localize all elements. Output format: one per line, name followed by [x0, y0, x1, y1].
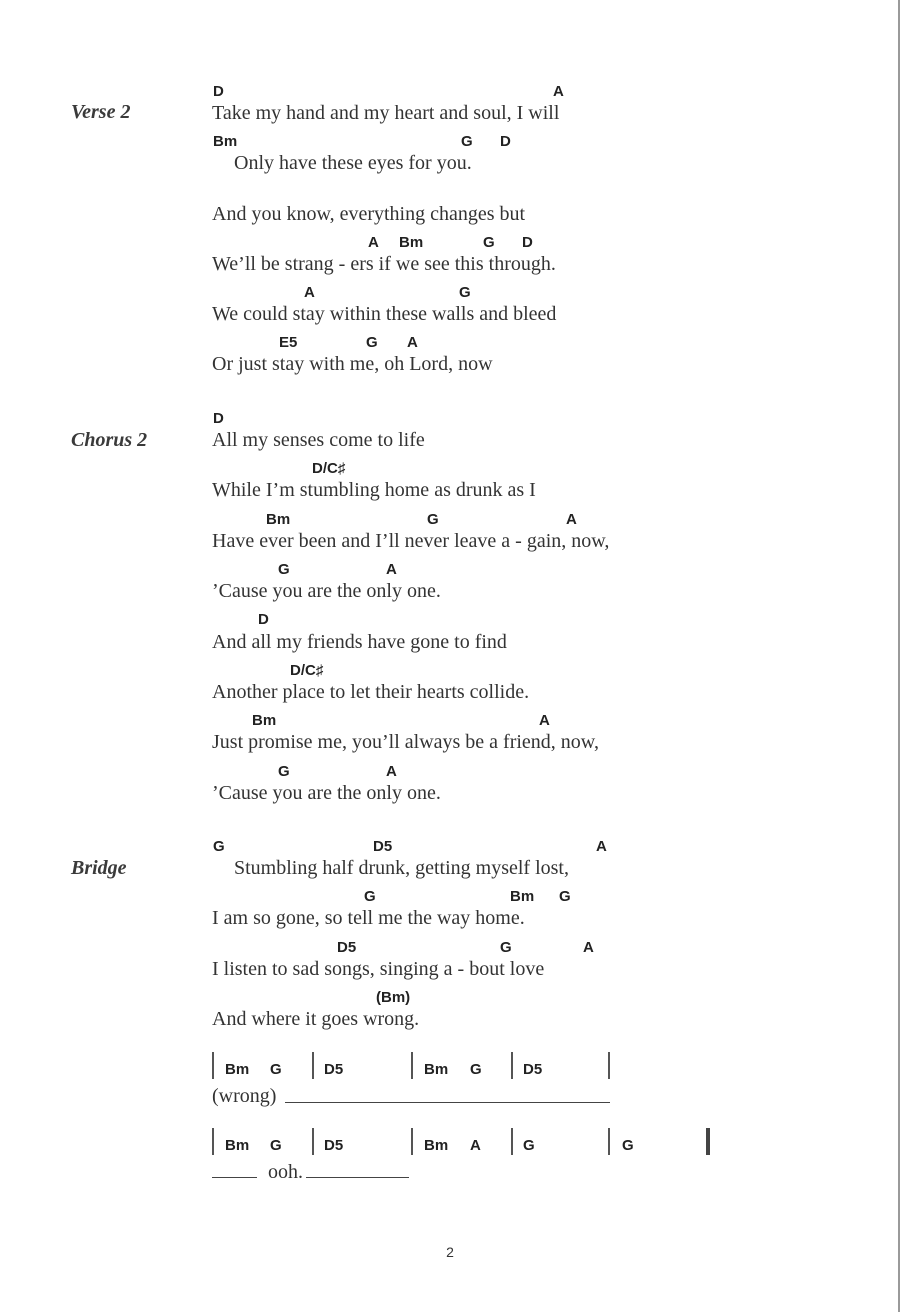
- bar-line: [411, 1052, 413, 1079]
- chord: G: [622, 1137, 634, 1154]
- chord: Bm: [424, 1137, 449, 1154]
- lyric-line: Another place to let their hearts collide.: [212, 681, 530, 703]
- lyric-line: Have ever been and I’ll never leave a - gain, now,: [212, 530, 610, 552]
- chord: A: [368, 234, 379, 251]
- chord: A: [553, 83, 564, 100]
- chord: D/C♯: [290, 662, 324, 679]
- bar-line: [511, 1052, 513, 1079]
- lyric-line: And you know, everything changes but: [212, 203, 526, 225]
- chord: Bm: [213, 133, 238, 150]
- chord: D5: [373, 838, 393, 855]
- lyric-line: While I’m stumbling home as drunk as I: [212, 479, 536, 501]
- lyric-line: ’Cause you are the only one.: [212, 782, 441, 804]
- lyric-line: And where it goes wrong.: [212, 1008, 420, 1030]
- chord: G: [470, 1061, 482, 1078]
- chord: A: [386, 561, 397, 578]
- extender-line: [212, 1177, 257, 1178]
- chord: D: [213, 83, 224, 100]
- chord: D/C♯: [312, 460, 346, 477]
- chord: E5: [279, 334, 298, 351]
- chord: A: [566, 511, 577, 528]
- extender-line: [306, 1177, 409, 1178]
- chord: Bm: [225, 1137, 250, 1154]
- chord: A: [596, 838, 607, 855]
- chord: G: [270, 1061, 282, 1078]
- lyric-line: Stumbling half drunk, getting myself lost,: [234, 857, 569, 879]
- chord: D5: [337, 939, 357, 956]
- chord: Bm: [510, 888, 535, 905]
- section-label-bridge: Bridge: [71, 857, 127, 879]
- chord: G: [278, 561, 290, 578]
- chord: A: [386, 763, 397, 780]
- chord: Bm: [225, 1061, 250, 1078]
- chord: Bm: [399, 234, 424, 251]
- lyric-line: Or just stay with me, oh Lord, now: [212, 353, 493, 375]
- chord: A: [470, 1137, 481, 1154]
- chord: Bm: [424, 1061, 449, 1078]
- section-label-verse-2: Verse 2: [71, 101, 131, 123]
- lyric-line: I am so gone, so tell me the way home.: [212, 907, 525, 929]
- chord: D: [258, 611, 269, 628]
- chord: D5: [324, 1137, 344, 1154]
- chord: Bm: [266, 511, 291, 528]
- chord: A: [539, 712, 550, 729]
- bar-line: [212, 1052, 214, 1079]
- chord: G: [270, 1137, 282, 1154]
- chord: G: [461, 133, 473, 150]
- chord: (Bm): [376, 989, 411, 1006]
- lyric-line: We could stay within these walls and bleed: [212, 303, 557, 325]
- chord: A: [583, 939, 594, 956]
- chord: D5: [324, 1061, 344, 1078]
- chord: D: [500, 133, 511, 150]
- chord: G: [559, 888, 571, 905]
- page-number: 2: [446, 1244, 454, 1260]
- chord: G: [523, 1137, 535, 1154]
- lyric-line: ’Cause you are the only one.: [212, 580, 441, 602]
- bar-line: [212, 1128, 214, 1155]
- bar-line: [312, 1052, 314, 1079]
- lyric-line: I listen to sad songs, singing a - bout love: [212, 958, 545, 980]
- chord: G: [278, 763, 290, 780]
- chord: G: [364, 888, 376, 905]
- lyric-line: ooh.: [268, 1161, 303, 1183]
- lyric-line: All my senses come to life: [212, 429, 425, 451]
- chord: G: [427, 511, 439, 528]
- extender-line: [285, 1102, 610, 1103]
- chord: Bm: [252, 712, 277, 729]
- lyric-line: Just promise me, you’ll always be a friend, now,: [212, 731, 599, 753]
- lyric-line: Take my hand and my heart and soul, I will: [212, 102, 560, 124]
- bar-line: [608, 1052, 610, 1079]
- chord: D: [213, 410, 224, 427]
- bar-line: [411, 1128, 413, 1155]
- lyric-line: (wrong): [212, 1085, 277, 1107]
- final-bar-line: [706, 1128, 710, 1155]
- lyric-line: And all my friends have gone to find: [212, 631, 507, 653]
- lyric-line: We’ll be strang - ers if we see this through.: [212, 253, 556, 275]
- section-label-chorus-2: Chorus 2: [71, 429, 148, 451]
- chord: D5: [523, 1061, 543, 1078]
- lyric-line: Only have these eyes for you.: [234, 152, 472, 174]
- chord: D: [522, 234, 533, 251]
- chord: A: [304, 284, 315, 301]
- bar-line: [608, 1128, 610, 1155]
- chord: A: [407, 334, 418, 351]
- chord: G: [500, 939, 512, 956]
- bar-line: [511, 1128, 513, 1155]
- chord: G: [483, 234, 495, 251]
- chord: G: [459, 284, 471, 301]
- bar-line: [312, 1128, 314, 1155]
- chord: G: [213, 838, 225, 855]
- chord: G: [366, 334, 378, 351]
